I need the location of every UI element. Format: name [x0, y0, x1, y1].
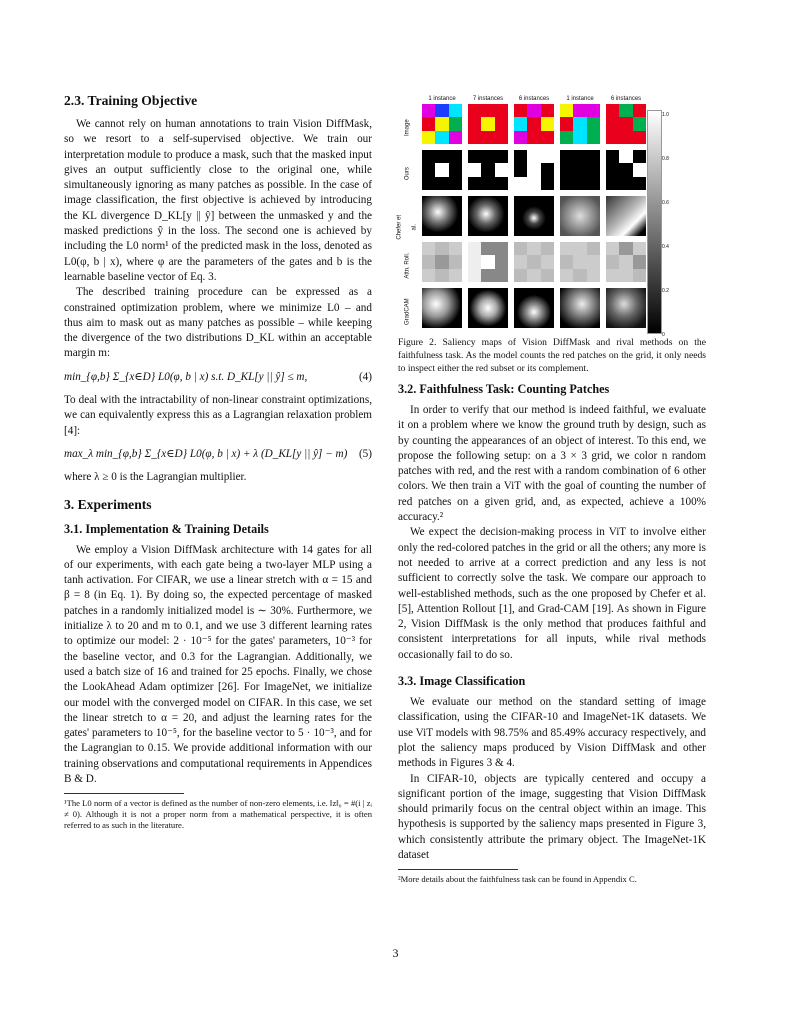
- colorbar-tick-label: 0: [662, 332, 665, 338]
- equation-5: [64, 447, 372, 462]
- section-3-1-title: 3.1. Implementation & Training Details: [64, 521, 269, 536]
- paragraph: In order to verify that our method is indeed faithful, we evaluate it on a problem where we know the ground truth by design, such as by counting the appearances of an object of interest. To this end, we propose the following setup: on a 3 × 3 grid, we color n random patches with red, and the rest with a random combination of 6 other colors. We then train a ViT with the goal of counting the number of red patches on a given grid, and, as expected, achieve a 100% accuracy.²: [398, 404, 706, 524]
- figure-column-header: 6 instances: [610, 96, 642, 102]
- saliency-map-ours: [468, 150, 508, 190]
- saliency-map-chefer: [606, 196, 646, 236]
- equation-4: [64, 370, 372, 385]
- figure-row-label: GradCAM: [404, 298, 411, 325]
- input-grid-image: [422, 104, 462, 144]
- colorbar-tick-label: 0.4: [662, 244, 669, 250]
- paragraph: where λ ≥ 0 is the Lagrangian multiplier.: [64, 471, 247, 484]
- figure-row-label: Attn. Roll.: [404, 252, 411, 279]
- figure-column-header: 7 instances: [472, 96, 504, 102]
- figure-row-label: Chefer et al.: [396, 214, 418, 240]
- equation-body: min_{φ,b} Σ_{x∈D} L0(φ, b | x) s.t. D_KL[y || ŷ] ≤ m,: [64, 370, 308, 383]
- paragraph: To deal with the intractability of non-linear constraint optimizations, we can equivalently express this as a Lagrangian relaxation problem [4]:: [64, 394, 372, 437]
- section-3-2-title: 3.2. Faithfulness Task: Counting Patches: [398, 382, 610, 396]
- colorbar-tick-label: 0.2: [662, 288, 669, 294]
- section-3-3-title: 3.3. Image Classification: [398, 674, 526, 689]
- saliency-map-attn-rollout: [422, 242, 462, 282]
- paragraph: The described training procedure can be expressed as a constrained optimization problem, where we minimize L0 – and thus aim to mask out as many patches as possible – while keeping the divergence of the two distributions D_KL within an acceptable margin m:: [64, 286, 372, 360]
- saliency-map-ours: [606, 150, 646, 190]
- saliency-map-ours: [422, 150, 462, 190]
- colorbar-tick-label: 0.8: [662, 156, 669, 162]
- input-grid-image: [514, 104, 554, 144]
- paragraph: We expect the decision-making process in ViT to involve either only the red-colored patches in the grid or all the others; any more is not needed to arrive at a correct prediction and any less is not sufficient to correctly solve the task. We compare our approach to well-established methods, such as the one proposed by Chefer et al. [5], Attention Rollout [1], and Grad-CAM [19]. As shown in Figure 2, Vision DiffMask is the only method that produces faithful and consistent interpretations for all inputs, while rival methods occasionally fail to do so.: [398, 526, 706, 661]
- input-grid-image: [560, 104, 600, 144]
- section-3-title: 3. Experiments: [64, 496, 152, 512]
- saliency-map-gradcam: [606, 288, 646, 328]
- saliency-map-gradcam: [560, 288, 600, 328]
- colorbar-tick-label: 1.0: [662, 112, 669, 118]
- saliency-map-gradcam: [422, 288, 462, 328]
- saliency-map-ours: [514, 150, 554, 190]
- footnote-1: ¹The L0 norm of a vector is defined as the number of non-zero elements, i.e. ‖z‖₀ = #(i | zᵢ ≠ 0). Although it is not a proper norm from a mathematical perspective, it is often referred to as such in the literature.: [64, 798, 372, 831]
- figure-column-header: 1 instance: [566, 96, 594, 102]
- left-column: [64, 92, 372, 831]
- footnote-rule: [64, 793, 184, 794]
- saliency-map-attn-rollout: [468, 242, 508, 282]
- saliency-map-attn-rollout: [514, 242, 554, 282]
- saliency-map-attn-rollout: [606, 242, 646, 282]
- saliency-map-chefer: [422, 196, 462, 236]
- equation-number: (4): [358, 370, 372, 383]
- paragraph: We evaluate our method on the standard setting of image classification, using the CIFAR-10 and ImageNet-1K datasets. We use ViT models with 98.75% and 85.49% accuracy respectively, and plot the saliency maps produced by Vision DiffMask and other methods in Figures 3 & 4.: [398, 696, 706, 770]
- page-number: 3: [392, 946, 399, 960]
- saliency-map-chefer: [560, 196, 600, 236]
- colorbar-tick-label: 0.6: [662, 200, 669, 206]
- right-column: [398, 92, 706, 885]
- saliency-map-attn-rollout: [560, 242, 600, 282]
- paragraph: In CIFAR-10, objects are typically centered and occupy a significant portion of the image, suggesting that Vision DiffMask should primarily focus on the central object within an image. This hypothesis is supported by the saliency maps presented in Figure 3, which consistently attribute the primary object. The ImageNet-1K dataset: [398, 772, 706, 862]
- saliency-map-gradcam: [514, 288, 554, 328]
- section-2-3-title: 2.3. Training Objective: [64, 93, 198, 108]
- figure-row-label: Ours: [404, 167, 411, 181]
- figure-2: [396, 92, 706, 338]
- input-grid-image: [606, 104, 646, 144]
- input-grid-image: [468, 104, 508, 144]
- saliency-map-chefer: [468, 196, 508, 236]
- figure-column-header: 6 instances: [518, 96, 550, 102]
- colorbar: [647, 110, 662, 334]
- footnote-2: ²More details about the faithfulness task can be found in Appendix C.: [398, 874, 637, 885]
- figure-row-label: Image: [404, 119, 411, 136]
- saliency-map-chefer: [514, 196, 554, 236]
- paragraph: We cannot rely on human annotations to train Vision DiffMask, so we resort to a self-supervised objective. We train our interpretation module to produce a mask, such that the masked input gives an output sufficiently close to the original one, while simultaneously ignoring as many patches as possible. In the case of image classification, the first objective is achieved by introducing the KL divergence D_KL[y || ŷ] between the unmasked y and the masked predictions ŷ in the loss. The second one is achieved by including the L0 norm¹ of the predicted mask in the loss, denoted as L0(φ, b | x), where φ are the parameters of the gates and b is the learnable baseline vector of Eq. 3.: [64, 118, 372, 283]
- paragraph: We employ a Vision DiffMask architecture with 14 gates for all of our experiments, with each gate being a two-layer MLP using a tanh activation. For CIFAR, we use a linear stretch with α = 15 and β = 8 (in Eq. 1). By doing so, the expected percentage of masked patches in a randomly initialized model is ∼ 30%. Furthermore, we initialize λ to 20 and m to 0.1, and we use 3 different learning rates to optimize our model: 2 · 10⁻⁵ for the gates' parameters, 10⁻³ for the baseline vector, and 0.3 for the Lagrangian. Additionally, we used a batch size of 16 and trained for 25 epochs. Finally, we chose the LookAhead Adam optimizer [26]. For ImageNet, we initialize our model with the converged model on CIFAR. In this case, we set the linear stretch to α = 20, and adjust the learning rates for the gates' parameters to 10⁻⁵, for the baseline vector to 5 · 10⁻³, and for the Lagrangian to 0.15. We provide additional information with our training observations and computational requirements in Appendices B & D.: [64, 543, 372, 785]
- saliency-map-gradcam: [468, 288, 508, 328]
- equation-number: (5): [358, 447, 372, 460]
- equation-body: max_λ min_{φ,b} Σ_{x∈D} L0(φ, b | x) + λ (D_KL[y || ŷ] − m): [64, 447, 348, 460]
- figure-column-header: 1 instance: [428, 96, 456, 102]
- saliency-map-ours: [560, 150, 600, 190]
- figure-caption: Figure 2. Saliency maps of Vision DiffMask and rival methods on the faithfulness task. As the model counts the red patches on the grid, it only needs to inspect either the red subset or its complement.: [398, 337, 706, 374]
- footnote-rule: [398, 869, 518, 870]
